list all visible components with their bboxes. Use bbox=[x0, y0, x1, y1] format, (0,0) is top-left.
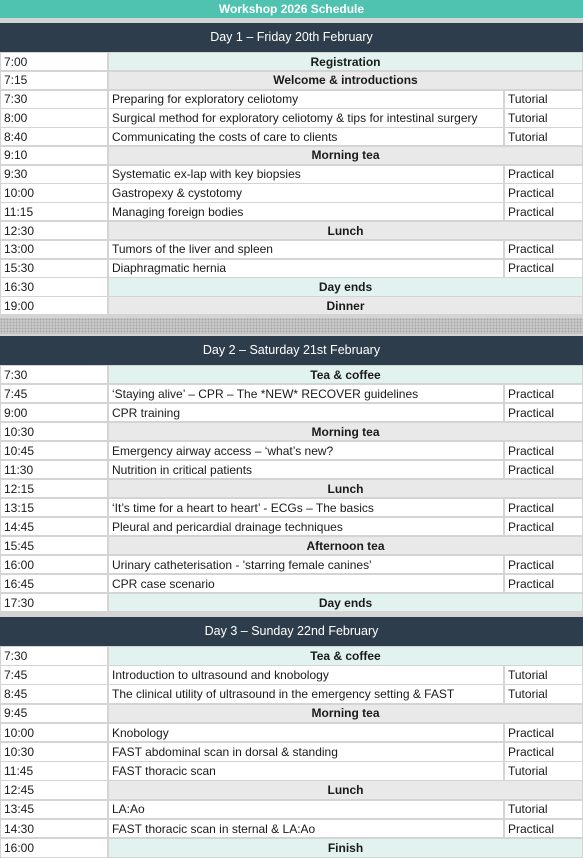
event-row bbox=[0, 72, 583, 89]
event-label: Lunch bbox=[109, 781, 582, 799]
session-type-cell: Tutorial bbox=[505, 128, 582, 145]
schedule-title: Workshop 2026 Schedule bbox=[0, 0, 583, 18]
event-label: Day ends bbox=[109, 594, 582, 611]
session-row bbox=[0, 685, 583, 703]
event-row bbox=[0, 537, 583, 554]
session-row bbox=[0, 762, 583, 780]
session-type-cell: Practical bbox=[505, 575, 582, 592]
event-row bbox=[0, 297, 583, 314]
time-cell: 12:15 bbox=[1, 480, 107, 497]
activity-cell: Managing foreign bodies bbox=[109, 203, 503, 220]
session-type-cell: Tutorial bbox=[505, 109, 582, 126]
session-row bbox=[0, 128, 583, 145]
event-row bbox=[0, 594, 583, 611]
activity-cell: Gastropexy & cystotomy bbox=[109, 184, 503, 201]
time-cell: 11:45 bbox=[1, 762, 107, 780]
activity-cell: FAST thoracic scan in sternal & LA:Ao bbox=[109, 820, 503, 838]
time-cell: 8:40 bbox=[1, 128, 107, 145]
activity-cell: The clinical utility of ultrasound in the emergency setting & FAST bbox=[109, 685, 503, 703]
session-row bbox=[0, 241, 583, 258]
day-heading: Day 3 – Sunday 22nd February bbox=[0, 617, 583, 646]
activity-cell: Preparing for exploratory celiotomy bbox=[109, 91, 503, 108]
session-row bbox=[0, 556, 583, 573]
event-row bbox=[0, 147, 583, 164]
session-row bbox=[0, 743, 583, 761]
time-cell: 7:15 bbox=[1, 72, 107, 89]
activity-cell: Urinary catheterisation - 'starring female canines' bbox=[109, 556, 503, 573]
time-cell: 9:00 bbox=[1, 404, 107, 421]
time-cell: 16:30 bbox=[1, 278, 107, 295]
activity-cell: Systematic ex-lap with key biopsies bbox=[109, 166, 503, 183]
event-row bbox=[0, 423, 583, 440]
time-cell: 10:30 bbox=[1, 743, 107, 761]
event-label: Tea & coffee bbox=[109, 647, 582, 665]
session-type-cell: Tutorial bbox=[505, 685, 582, 703]
session-row bbox=[0, 442, 583, 459]
event-label: Day ends bbox=[109, 278, 582, 295]
session-type-cell: Practical bbox=[505, 184, 582, 201]
session-type-cell: Practical bbox=[505, 203, 582, 220]
activity-cell: Pleural and pericardial drainage techniques bbox=[109, 518, 503, 535]
time-cell: 7:45 bbox=[1, 385, 107, 402]
event-row bbox=[0, 222, 583, 239]
time-cell: 15:45 bbox=[1, 537, 107, 554]
event-label: Morning tea bbox=[109, 423, 582, 440]
session-row bbox=[0, 260, 583, 277]
time-cell: 16:45 bbox=[1, 575, 107, 592]
section-divider bbox=[0, 318, 583, 334]
time-cell: 19:00 bbox=[1, 297, 107, 314]
event-row bbox=[0, 278, 583, 295]
session-row bbox=[0, 461, 583, 478]
activity-cell: Tumors of the liver and spleen bbox=[109, 241, 503, 258]
time-cell: 15:30 bbox=[1, 260, 107, 277]
session-type-cell: Practical bbox=[505, 241, 582, 258]
time-cell: 9:30 bbox=[1, 166, 107, 183]
event-label: Dinner bbox=[109, 297, 582, 314]
time-cell: 10:00 bbox=[1, 184, 107, 201]
session-type-cell: Practical bbox=[505, 499, 582, 516]
time-cell: 11:15 bbox=[1, 203, 107, 220]
session-type-cell: Tutorial bbox=[505, 666, 582, 684]
session-type-cell: Practical bbox=[505, 724, 582, 742]
activity-cell: CPR training bbox=[109, 404, 503, 421]
session-type-cell: Practical bbox=[505, 166, 582, 183]
event-row bbox=[0, 781, 583, 799]
time-cell: 12:45 bbox=[1, 781, 107, 799]
time-cell: 7:00 bbox=[1, 53, 107, 70]
session-type-cell: Practical bbox=[505, 385, 582, 402]
activity-cell: CPR case scenario bbox=[109, 575, 503, 592]
session-row bbox=[0, 109, 583, 126]
activity-cell: Introduction to ultrasound and knobology bbox=[109, 666, 503, 684]
session-type-cell: Practical bbox=[505, 461, 582, 478]
activity-cell: Surgical method for exploratory celiotomy & tips for intestinal surgery bbox=[109, 109, 503, 126]
session-row bbox=[0, 499, 583, 516]
event-row bbox=[0, 839, 583, 857]
time-cell: 7:30 bbox=[1, 366, 107, 383]
activity-cell: Emergency airway access – ‘what’s new? bbox=[109, 442, 503, 459]
activity-cell: Communicating the costs of care to clients bbox=[109, 128, 503, 145]
session-type-cell: Practical bbox=[505, 260, 582, 277]
time-cell: 7:30 bbox=[1, 647, 107, 665]
time-cell: 13:45 bbox=[1, 801, 107, 819]
session-type-cell: Practical bbox=[505, 518, 582, 535]
time-cell: 10:30 bbox=[1, 423, 107, 440]
event-row bbox=[0, 53, 583, 70]
time-cell: 13:00 bbox=[1, 241, 107, 258]
event-label: Finish bbox=[109, 839, 582, 857]
time-cell: 16:00 bbox=[1, 556, 107, 573]
session-row bbox=[0, 820, 583, 838]
time-cell: 17:30 bbox=[1, 594, 107, 611]
session-type-cell: Practical bbox=[505, 404, 582, 421]
event-label: Lunch bbox=[109, 480, 582, 497]
activity-cell: FAST thoracic scan bbox=[109, 762, 503, 780]
activity-cell: Knobology bbox=[109, 724, 503, 742]
session-type-cell: Practical bbox=[505, 442, 582, 459]
session-row bbox=[0, 404, 583, 421]
time-cell: 14:45 bbox=[1, 518, 107, 535]
time-cell: 7:30 bbox=[1, 91, 107, 108]
event-row bbox=[0, 480, 583, 497]
session-row bbox=[0, 801, 583, 819]
session-type-cell: Practical bbox=[505, 743, 582, 761]
time-cell: 10:45 bbox=[1, 442, 107, 459]
event-label: Tea & coffee bbox=[109, 366, 582, 383]
event-row bbox=[0, 366, 583, 383]
session-type-cell: Practical bbox=[505, 556, 582, 573]
time-cell: 12:30 bbox=[1, 222, 107, 239]
session-row bbox=[0, 184, 583, 201]
time-cell: 9:10 bbox=[1, 147, 107, 164]
session-row bbox=[0, 666, 583, 684]
time-cell: 11:30 bbox=[1, 461, 107, 478]
session-row bbox=[0, 91, 583, 108]
event-label: Morning tea bbox=[109, 147, 582, 164]
activity-cell: Diaphragmatic hernia bbox=[109, 260, 503, 277]
session-row bbox=[0, 575, 583, 592]
event-label: Morning tea bbox=[109, 705, 582, 723]
session-type-cell: Tutorial bbox=[505, 91, 582, 108]
session-type-cell: Tutorial bbox=[505, 801, 582, 819]
activity-cell: ‘It’s time for a heart to heart’ - ECGs – The basics bbox=[109, 499, 503, 516]
session-row bbox=[0, 385, 583, 402]
event-label: Afternoon tea bbox=[109, 537, 582, 554]
session-row bbox=[0, 203, 583, 220]
session-type-cell: Practical bbox=[505, 820, 582, 838]
session-row bbox=[0, 518, 583, 535]
session-row bbox=[0, 166, 583, 183]
time-cell: 8:45 bbox=[1, 685, 107, 703]
time-cell: 7:45 bbox=[1, 666, 107, 684]
event-label: Welcome & introductions bbox=[109, 72, 582, 89]
time-cell: 8:00 bbox=[1, 109, 107, 126]
time-cell: 10:00 bbox=[1, 724, 107, 742]
activity-cell: FAST abdominal scan in dorsal & standing bbox=[109, 743, 503, 761]
activity-cell: LA:Ao bbox=[109, 801, 503, 819]
session-row bbox=[0, 724, 583, 742]
time-cell: 16:00 bbox=[1, 839, 107, 857]
event-row bbox=[0, 705, 583, 723]
day-heading: Day 1 – Friday 20th February bbox=[0, 23, 583, 52]
activity-cell: ‘Staying alive’ – CPR – The *NEW* RECOVER guidelines bbox=[109, 385, 503, 402]
event-row bbox=[0, 647, 583, 665]
time-cell: 9:45 bbox=[1, 705, 107, 723]
day-heading: Day 2 – Saturday 21st February bbox=[0, 336, 583, 365]
activity-cell: Nutrition in critical patients bbox=[109, 461, 503, 478]
event-label: Registration bbox=[109, 53, 582, 70]
time-cell: 14:30 bbox=[1, 820, 107, 838]
event-label: Lunch bbox=[109, 222, 582, 239]
session-type-cell: Tutorial bbox=[505, 762, 582, 780]
time-cell: 13:15 bbox=[1, 499, 107, 516]
